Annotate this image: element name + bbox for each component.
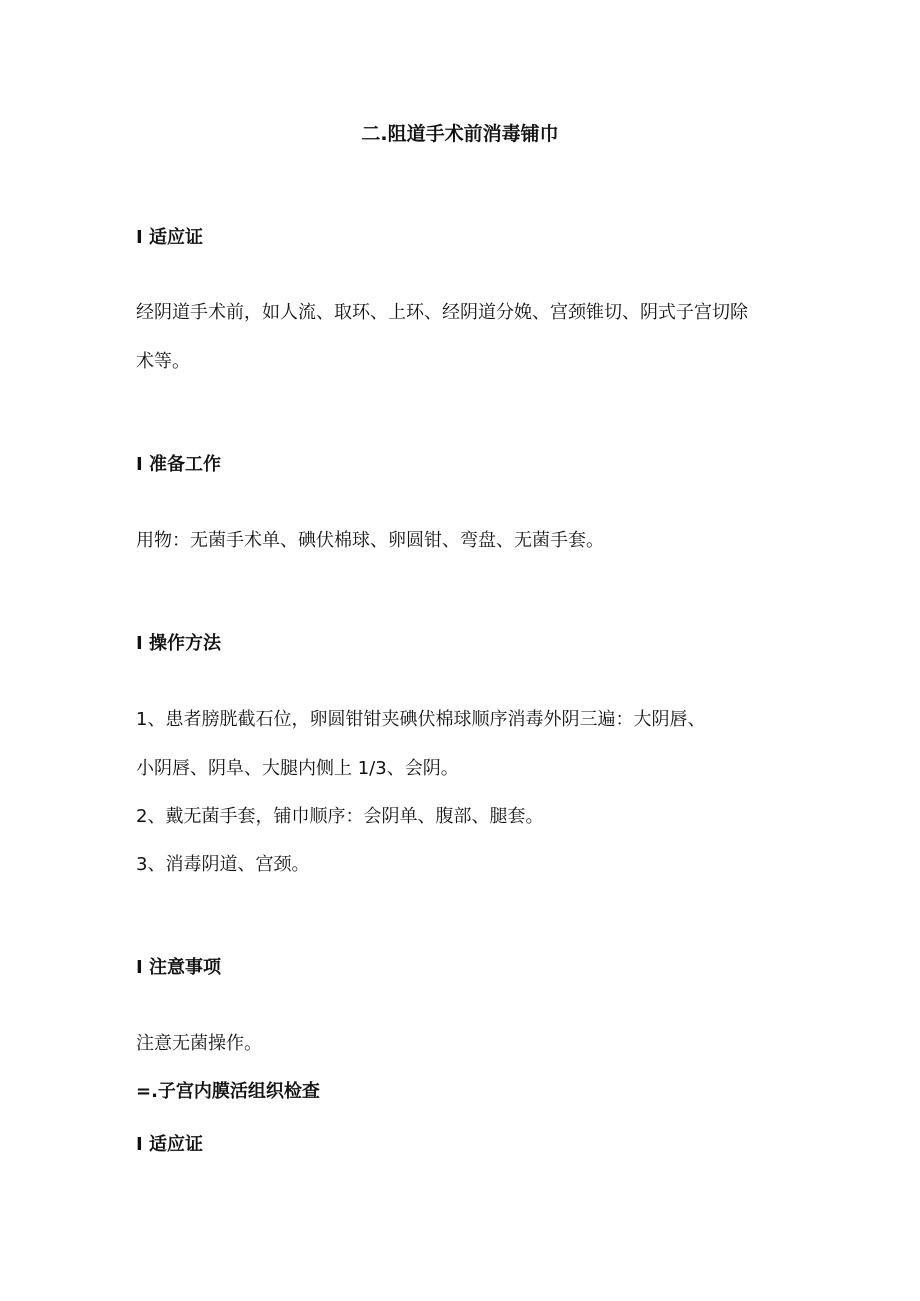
procedure-line-4: 3、消毒阴道、宫颈。 (136, 854, 310, 875)
section-heading-procedure: I 操作方法 (136, 633, 221, 654)
document-title: 二.阻道手术前消毒铺巾 (361, 123, 559, 145)
section-heading-indications: I 适应证 (136, 227, 203, 248)
indications-line-1: 经阴道手术前，如人流、取环、上环、经阴道分娩、宫颈锥切、阴式子宫切除 (136, 302, 748, 323)
preparation-line-1: 用物：无菌手术单、碘伏棉球、卵圆钳、弯盘、无菌手套。 (136, 530, 604, 551)
next-section-heading-indications: I 适应证 (136, 1134, 203, 1155)
precautions-line-1: 注意无菌操作。 (136, 1033, 262, 1054)
procedure-line-3: 2、戴无菌手套，铺巾顺序：会阴单、腹部、腿套。 (136, 806, 544, 827)
section-heading-preparation: I 准备工作 (136, 454, 221, 475)
procedure-line-2: 小阴唇、阴阜、大腿内侧上 1/3、会阴。 (136, 758, 459, 779)
next-section-title: =.子宫内膜活组织检查 (136, 1081, 320, 1102)
section-heading-precautions: I 注意事项 (136, 957, 221, 978)
indications-line-2: 术等。 (136, 351, 190, 372)
procedure-line-1: 1、患者膀胱截石位，卵圆钳钳夹碘伏棉球顺序消毒外阴三遍：大阴唇、 (136, 709, 706, 730)
